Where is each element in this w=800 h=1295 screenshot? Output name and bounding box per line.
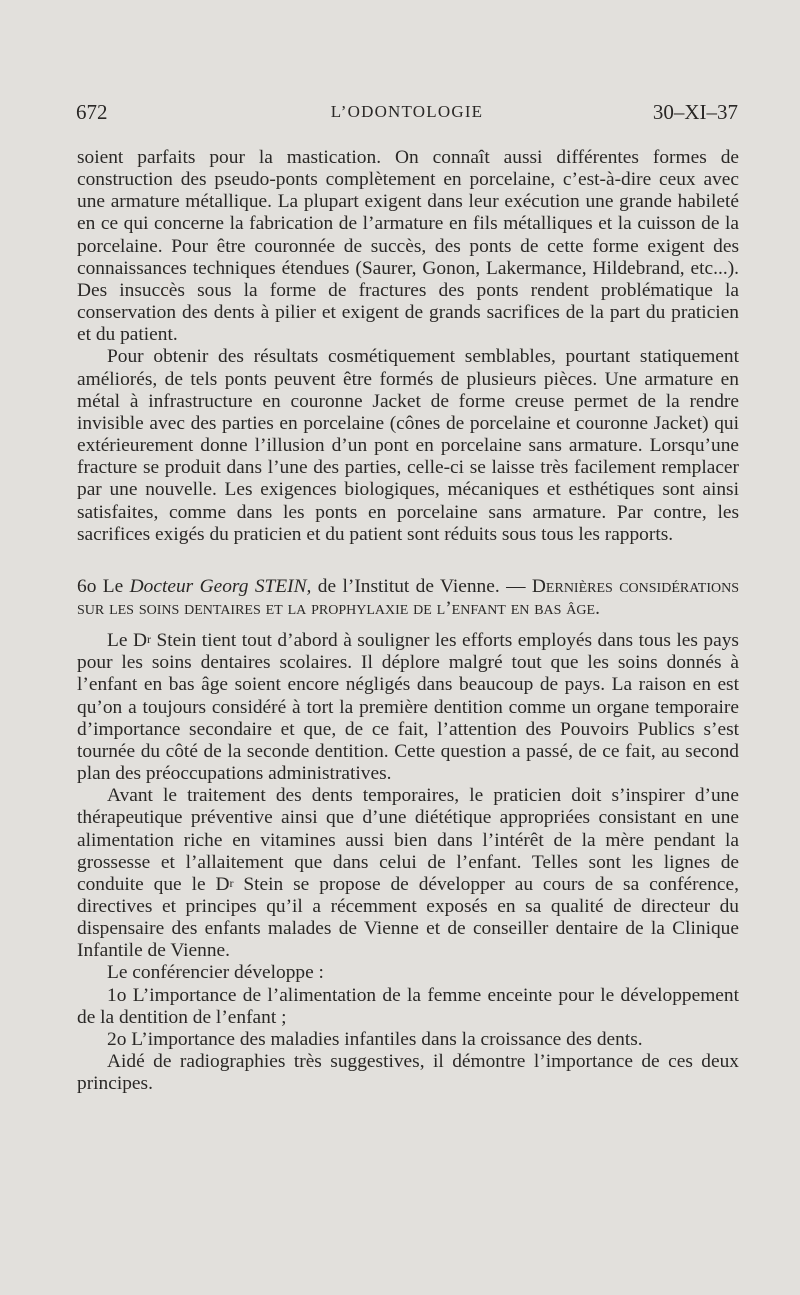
running-header <box>76 100 738 130</box>
paragraph-4-part-a: Avant le traitement des dents temporaires, le praticien doit s’inspirer d’une thérapeutique préventive ainsi que d’une diététique appropriées consistant en une alimentation riche en vitamines aussi bien dans l’intérêt de la mère pendant la grossesse et l’allaitement que dans celui de l’enfant. Telles sont les lignes de conduite que le D <box>77 785 739 895</box>
speaker-name: Docteur Georg STEIN, <box>129 575 312 597</box>
paragraph-3 <box>77 630 739 785</box>
paragraph-2: Pour obtenir des résultats cosmétiquement semblables, pourtant statiquement améliorés, de tels ponts peuvent être formés de plusieurs pièces. Une armature en métal à infrastructure en couronne Jacket de forme creuse permet de la rendre invisible avec des parties en porcelaine (cônes de porcelaine et couronne Jacket) qui extérieurement donne l’illusion d’un pont en porcelaine sans armature. Lorsqu’une fracture se produit dans l’une des parties, celle-ci se laisse très facilement remplacer par une nouvelle. Les exigences biologiques, mécaniques et esthétiques sont ainsi satisfaites, comme dans les ponts en porcelaine sans armature. Par contre, les sacrifices exigés du praticien et du patient sont réduits sous tous les rapports. <box>77 346 739 545</box>
running-title: L’ODONTOLOGIE <box>330 102 484 121</box>
paragraph-3-lead: Le D <box>107 630 147 652</box>
paragraph-4 <box>77 785 739 962</box>
paragraph-5: Le conférencier développe : <box>107 962 324 984</box>
paragraph-4-part-b: Stein se propose de développer au cours de sa conférence, directives et principes qu’il a récemment exposés en sa qualité de directeur du dispensaire des enfants malades de Vienne et de conseiller dentaire de la Clinique Infantile de Vienne. <box>77 873 739 962</box>
heading-prefix: Le <box>102 575 124 597</box>
page-number: 672 <box>76 100 108 124</box>
body-text <box>77 147 739 1095</box>
section-number: 6o <box>77 575 97 597</box>
paragraph-3-sup: r <box>146 632 151 647</box>
speaker-affiliation: de l’Institut de Vienne. — <box>317 575 526 597</box>
paragraph-3-body: Stein tient tout d’abord à souligner les efforts employés dans tous les pays pour les soins dentaires scolaires. Il déplore malgré tout que les soins donnés à l’enfant en bas âge soient encore négligés dans beaucoup de pays. La raison en est qu’on a toujours considéré à tort la première dentition comme un organe temporaire d’importance secondaire et que, de ce fait, l’attention des Pouvoirs Publics s’est tournée du côté de la seconde dentition. Cette question a passé, de ce fait, au second plan des préoccupations administratives. <box>77 630 739 785</box>
paragraph-4-sup: r <box>229 875 234 890</box>
paragraph-1: soient parfaits pour la mastication. On connaît aussi différentes formes de construction des pseudo-ponts complètement en porcelaine, c’est-à-dire ceux avec une armature métallique. La plupart exigent dans leur exécution une grande habileté en ce qui concerne la fabrication de l’armature en fils métalliques et la cuisson de la porcelaine. Pour être couronnée de succès, des ponts de cette forme exigent des connaissances techniques étendues (Saurer, Gonon, Lakermance, Hildebrand, etc...). Des insuccès sous la forme de fractures des ponts rendent problématique la conservation des dents à pilier et exigent de grands sacrifices de la part du praticien et du patient. <box>77 147 739 346</box>
list-item-2: 2o L’importance des maladies infantiles dans la croissance des dents. <box>107 1028 643 1050</box>
talk-title: Dernières considérations sur les soins dentaires et la prophylaxie de l’enfant en bas âge. <box>77 575 739 619</box>
list-item-1: 1o L’importance de l’alimentation de la femme enceinte pour le développement de la dentition de l’enfant ; <box>77 984 739 1028</box>
issue-date: 30–XI–37 <box>652 100 738 124</box>
section-heading <box>77 576 739 620</box>
paragraph-8: Aidé de radiographies très suggestives, il démontre l’importance de ces deux principes. <box>77 1051 739 1095</box>
